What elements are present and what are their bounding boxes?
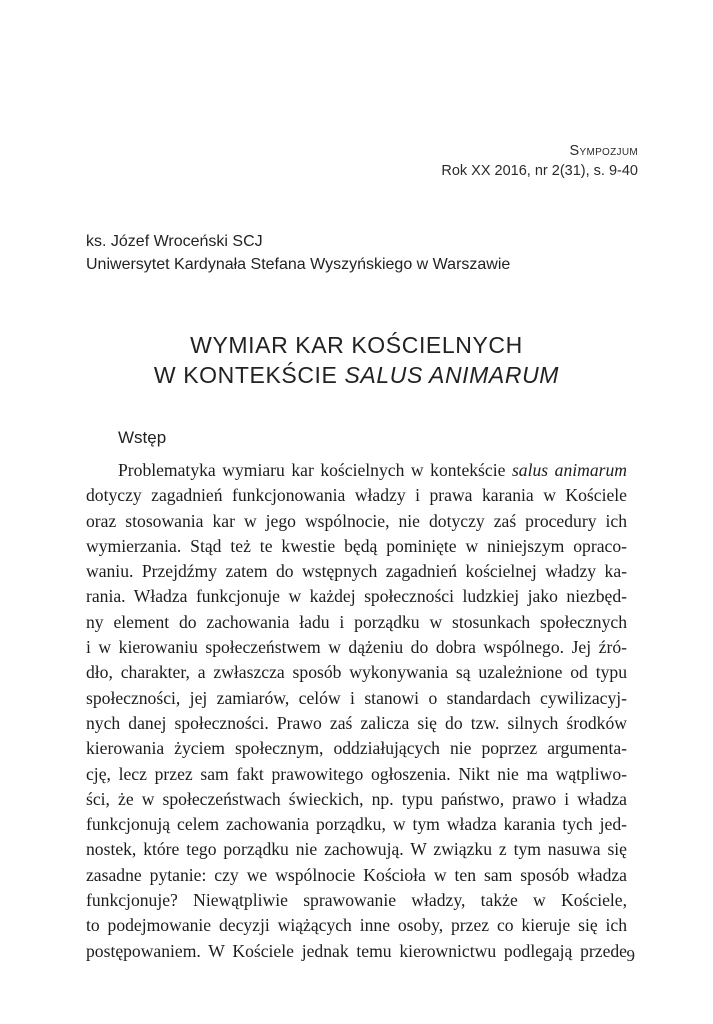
body-first-line-prefix: Problematyka wymiaru kar kościelnych w kontekście [118,460,512,480]
body-line: waniu. Przejdźmy zatem do wstępnych zagadnień kościelnej władzy ka- [86,561,627,582]
body-line: ny element do zachowania ładu i porządku w stosunkach społecznych [86,611,627,632]
title-line-2-prefix: W KONTEKŚCIE [153,362,345,388]
body-line: postępowaniem. W Kościele jednak temu kierownictwu podlegają przede [86,940,627,961]
title-line-2 [86,360,627,390]
body-line: dotyczy zagadnień funkcjonowania władzy i prawa karania w Kościele [86,485,627,506]
body-line: oraz stosowania kar w jego wspólnocie, nie dotyczy zaś procedury ich [86,510,627,531]
body-line: zasadne pytanie: czy we wspólnocie Kościoła w ten sam sposób władza [86,864,627,885]
body-line: nych danej społeczności. Prawo zaś zalicza się do tzw. silnych środków [86,712,627,733]
body-line: rania. Władza funkcjonuje w każdej społeczności ludzkiej jako niezbęd- [86,586,627,607]
body-line: kierowania życiem społecznym, oddziałujących nie poprzez argumenta- [86,738,627,759]
title-line-1: WYMIAR KAR KOŚCIELNYCH [190,332,523,358]
author-block [86,230,510,276]
body-line: społeczności, jej zamiarów, celów i stanowi o standardach cywilizacyj- [86,687,627,708]
body-text [86,458,627,964]
title-line-2-italic: SALUS ANIMARUM [344,362,560,388]
body-line [86,458,627,483]
body-line: to podejmowanie decyzji wiążących inne osoby, przez co kieruje się ich [86,915,627,936]
body-line: wymierzania. Stąd też te kwestie będą pominięte w niniejszym opraco- [86,535,627,556]
section-heading: Wstęp [118,428,167,447]
body-line: cję, lecz przez sam fakt prawowitego ogłoszenia. Nikt nie ma wątpliwo- [86,763,627,784]
body-first-line-italic: salus animarum [511,460,627,480]
body-line: funkcjonuje? Niewątpliwie sprawowanie władzy, także w Kościele, [86,890,627,911]
issue-info: Rok XX 2016, nr 2(31), s. 9-40 [441,163,638,179]
article-title [86,330,627,390]
body-line: ści, że w społeczeństwach świeckich, np. typu państwo, prawo i władza [86,788,627,809]
journal-header [441,141,638,181]
body-line: i w kierowaniu społeczeństwem w dążeniu do dobra wspólnego. Jej źró- [86,637,627,658]
page-number: 9 [626,946,635,965]
author-affiliation: Uniwersytet Kardynała Stefana Wyszyńskiego w Warszawie [86,256,511,273]
journal-name: Sympozjum [569,143,638,159]
body-line: dło, charakter, a zwłaszcza sposób wykonywania są uzależnione od typu [86,662,627,683]
body-line: funkcjonują celem zachowania porządku, w tym władza karania tych jed- [86,814,627,835]
author-name: ks. Józef Wroceński SCJ [86,233,263,250]
body-line: nostek, które tego porządku nie zachowują. W związku z tym nasuwa się [86,839,627,860]
